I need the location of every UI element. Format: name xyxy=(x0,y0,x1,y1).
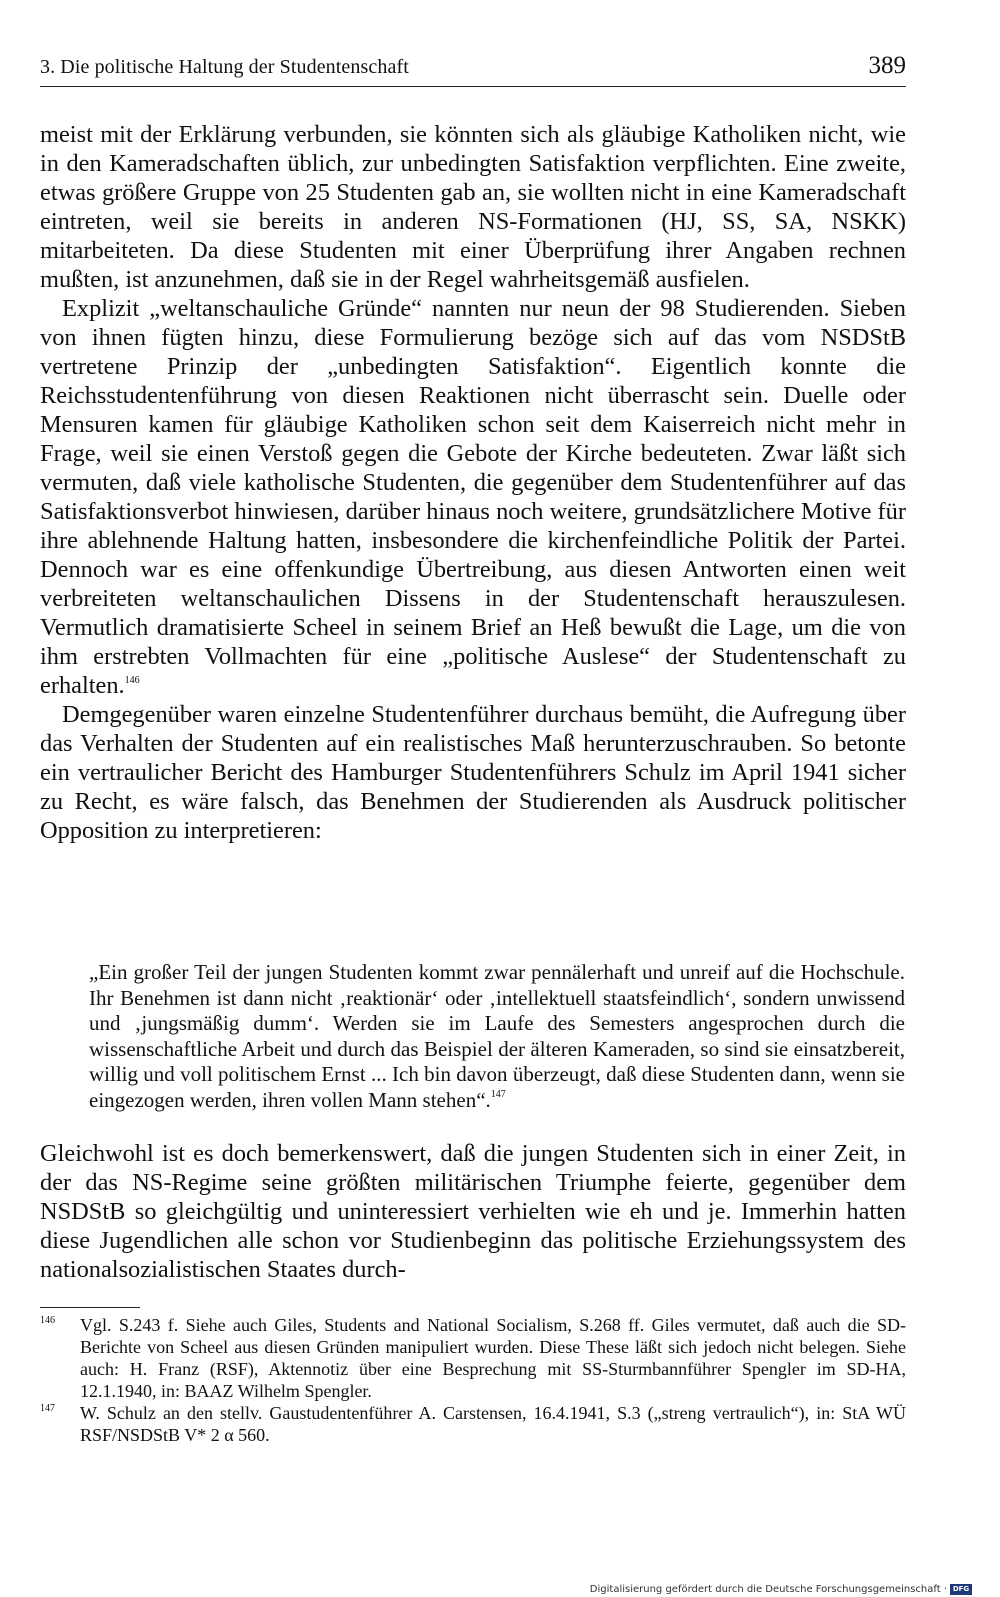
paragraph-3: Demgegenüber waren einzelne Studentenführer durchaus bemüht, die Aufregung über das Verhalten der Studenten auf ein realistisches Maß herunterzuschrauben. So betonte ein vertraulicher Bericht des Hamburger Studentenführers Schulz im April 1941 sicher zu Recht, es wäre falsch, das Benehmen der Studierenden als Ausdruck politischer Opposition zu interpretieren: xyxy=(40,701,906,844)
quote-paragraph xyxy=(89,960,905,1113)
page-number: 389 xyxy=(868,52,906,79)
footnote-ref-146: 146 xyxy=(124,675,140,686)
closing-text xyxy=(40,1139,906,1284)
footnote-text: W. Schulz an den stellv. Gaustudentenführer A. Carstensen, 16.4.1941, S.3 („streng vertraulich“), in: StA WÜ RSF/NSDStB V* 2 α 560. xyxy=(80,1403,906,1445)
footnote-146 xyxy=(40,1314,906,1402)
footnote-divider xyxy=(40,1307,140,1308)
footnote-147 xyxy=(40,1402,906,1446)
dfg-logo-icon: DFG xyxy=(950,1584,972,1595)
footnotes xyxy=(40,1314,906,1446)
block-quote xyxy=(89,960,905,1113)
footnote-text: Vgl. S.243 f. Siehe auch Giles, Students and National Socialism, S.268 ff. Giles vermutet, daß auch die SD-Berichte von Scheel aus diesen Gründen manipuliert wurden. Diese These läßt sich jedoch nicht belegen. Siehe auch: H. Franz (RSF), Aktennotiz über eine Besprechung mit SS-Sturmbannführer Spengler im SD-HA, 12.1.1940, in: BAAZ Wilhelm Spengler. xyxy=(80,1315,906,1401)
credit-text: Digitalisierung gefördert durch die Deutsche Forschungsgemeinschaft · xyxy=(589,1584,947,1595)
main-text xyxy=(40,120,906,845)
paragraph-2 xyxy=(40,294,906,700)
paragraph-1: meist mit der Erklärung verbunden, sie könnten sich als gläubige Katholiken nicht, wie in den Kameradschaften üblich, zur unbedingten Satisfaktion verpflichten. Eine zweite, etwas größere Gruppe von 25 Studenten gab an, sie wollten nicht in eine Kameradschaft eintreten, weil sie bereits in anderen NS-Formationen (HJ, SS, SA, NSKK) mitarbeiteten. Da diese Studenten mit einer Überprüfung ihrer Angaben rechnen mußten, ist anzunehmen, daß sie in der Regel wahrheitsgemäß ausfielen. xyxy=(40,121,906,293)
footnote-ref-147: 147 xyxy=(490,1088,506,1100)
paragraph-2-text: Explizit „weltanschauliche Gründe“ nannten nur neun der 98 Studierenden. Sieben von ihnen fügten hinzu, diese Formulierung bezöge sich auf das vom NSDStB vertretene Prinzip der „unbedingten Satisfaktion“. Eigentlich konnte die Reichsstudentenführung von diesen Reaktionen nicht überrascht sein. Duelle oder Mensuren kamen für gläubige Katholiken schon seit dem Kaiserreich nicht mehr in Frage, weil sie einen Verstoß gegen die Gebote der Kirche bedeuteten. Zwar läßt sich vermuten, daß viele katholische Studenten, die gegenüber dem Studentenführer auf das Satisfaktionsverbot hinwiesen, darüber hinaus noch weitere, grundsätzlichere Motive für ihre ablehnende Haltung hatten, insbesondere die kirchenfeindliche Politik der Partei. Dennoch war es eine offenkundige Übertreibung, aus diesen Antworten einen weit verbreiteten weltanschaulichen Dissens in der Studentenschaft herauszulesen. Vermutlich dramatisierte Scheel in seinem Brief an Heß bewußt die Lage, um die von ihm erstrebten Vollmachten für eine „politische Auslese“ der Studentenschaft zu erhalten. xyxy=(40,295,906,699)
running-header xyxy=(40,52,906,87)
running-title: 3. Die politische Haltung der Studentenschaft xyxy=(40,56,409,78)
footnote-number: 147 xyxy=(40,1403,55,1414)
closing-paragraph: Gleichwohl ist es doch bemerkenswert, daß die jungen Studenten sich in einer Zeit, in der das NS-Regime seine größten militärischen Triumphe feierte, gegenüber dem NSDStB so gleichgültig und uninteressiert verhielten wie eh und je. Immerhin hatten diese Jugendlichen alle schon vor Studienbeginn das politische Erziehungssystem des nationalsozialistischen Staates durch- xyxy=(40,1140,906,1283)
digitization-credit xyxy=(590,1584,972,1595)
quote-text: „Ein großer Teil der jungen Studenten kommt zwar pennälerhaft und unreif auf die Hochschule. Ihr Benehmen ist dann nicht ‚reaktionär‘ oder ‚intellektuell staatsfeindlich‘, sondern unwissend und ‚jungsmäßig dumm‘. Werden sie im Laufe des Semesters angesprochen durch die wissenschaftliche Arbeit und durch das Beispiel der älteren Kameraden, so sind sie einsatzbereit, willig und voll politischem Ernst ... Ich bin davon überzeugt, daß diese Studenten dann, wenn sie eingezogen werden, ihren vollen Mann stehen“. xyxy=(89,960,905,1112)
footnote-number: 146 xyxy=(40,1315,55,1326)
